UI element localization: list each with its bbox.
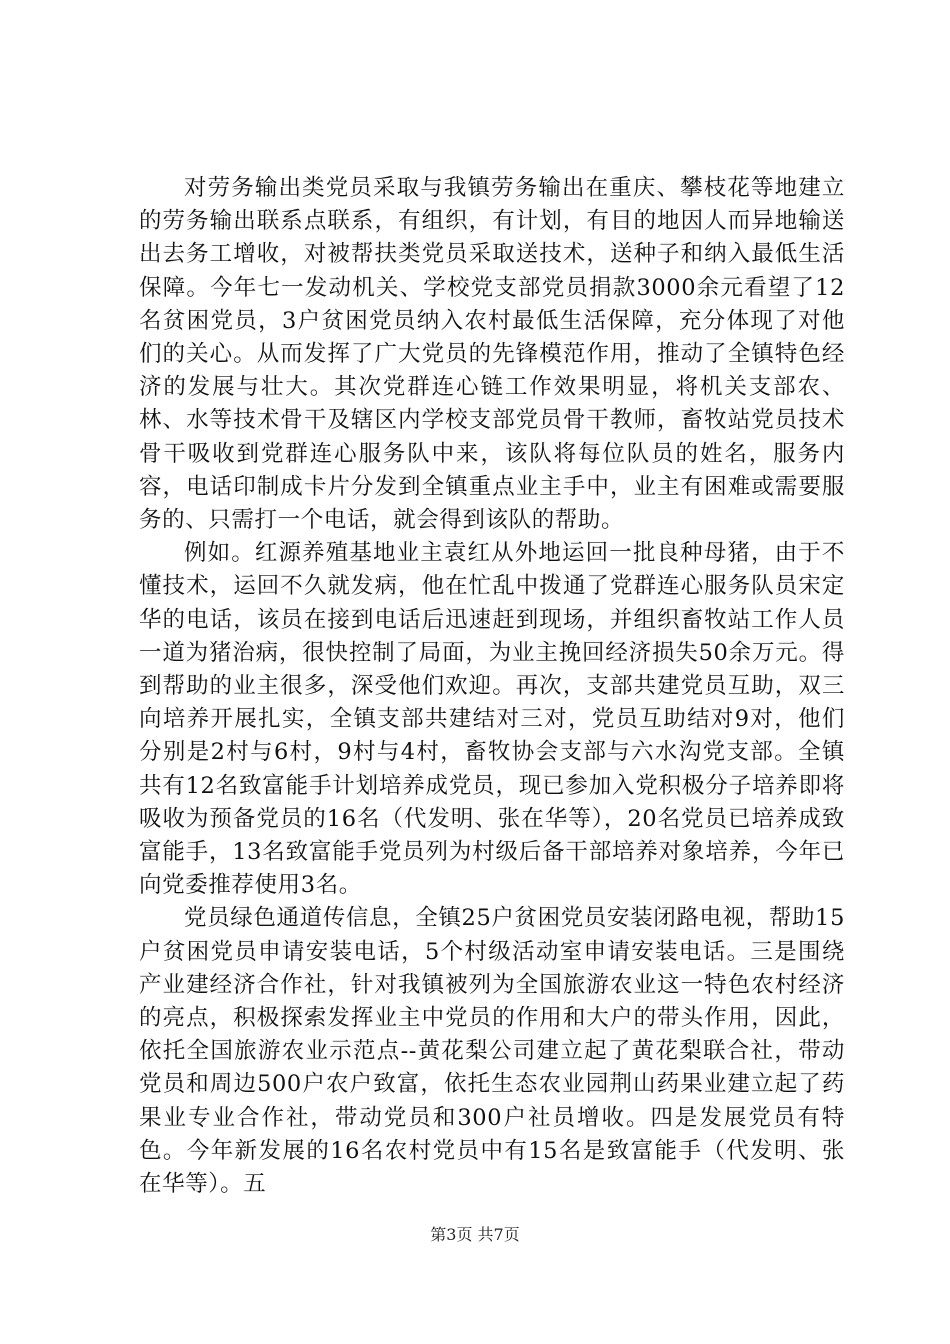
document-body [139, 172, 845, 1201]
paragraph-1: 对劳务输出类党员采取与我镇劳务输出在重庆、攀枝花等地建立的劳务输出联系点联系，有组织，有计划，有目的地因人而异地输送出去务工增收，对被帮扶类党员采取送技术，送种子和纳入最低生活保障。今年七一发动机关、学校党支部党员捐款3000余元看望了12名贫困党员，3户贫困党员纳入农村最低生活保障，充分体现了对他们的关心。从而发挥了广大党员的先锋模范作用，推动了全镇特色经济的发展与壮大。其次党群连心链工作效果明显，将机关支部农、林、水等技术骨干及辖区内学校支部党员骨干教师，畜牧站党员技术骨干吸收到党群连心服务队中来，该队将每位队员的姓名，服务内容，电话印制成卡片分发到全镇重点业主手中，业主有困难或需要服务的、只需打一个电话，就会得到该队的帮助。 [139, 175, 845, 534]
paragraph-2: 例如。红源养殖基地业主袁红从外地运回一批良种母猪，由于不懂技术，运回不久就发病，他在忙乱中拨通了党群连心服务队员宋定华的电话，该员在接到电话后迅速赶到现场，并组织畜牧站工作人员一道为猪治病，很快控制了局面，为业主挽回经济损失50余万元。得到帮助的业主很多，深受他们欢迎。再次，支部共建党员互助，双三向培养开展扎实，全镇支部共建结对三对，党员互助结对9对，他们分别是2村与6村，9村与4村，畜牧协会支部与六水沟党支部。全镇共有12名致富能手计划培养成党员，现已参加入党积极分子培养即将吸收为预备党员的16名（代发明、张在华等），20名党员已培养成致富能手，13名致富能手党员列为村级后备干部培养对象培养，今年已向党委推荐使用3名。 [139, 540, 845, 899]
page-footer: 第3页 共7页 [430, 1225, 520, 1244]
paragraph-3: 党员绿色通道传信息，全镇25户贫困党员安装闭路电视，帮助15户贫困党员申请安装电话，5个村级活动室申请安装电话。三是围绕产业建经济合作社，针对我镇被列为全国旅游农业这一特色农村经济的亮点，积极探索发挥业主中党员的作用和大户的带头作用，因此，依托全国旅游农业示范点--黄花梨公司建立起了黄花梨联合社，带动党员和周边500户农户致富，依托生态农业园荆山药果业建立起了药果业专业合作社，带动党员和300户社员增收。四是发展党员有特色。今年新发展的16名农村党员中有15名是致富能手（代发明、张在华等）。五 [139, 905, 845, 1198]
